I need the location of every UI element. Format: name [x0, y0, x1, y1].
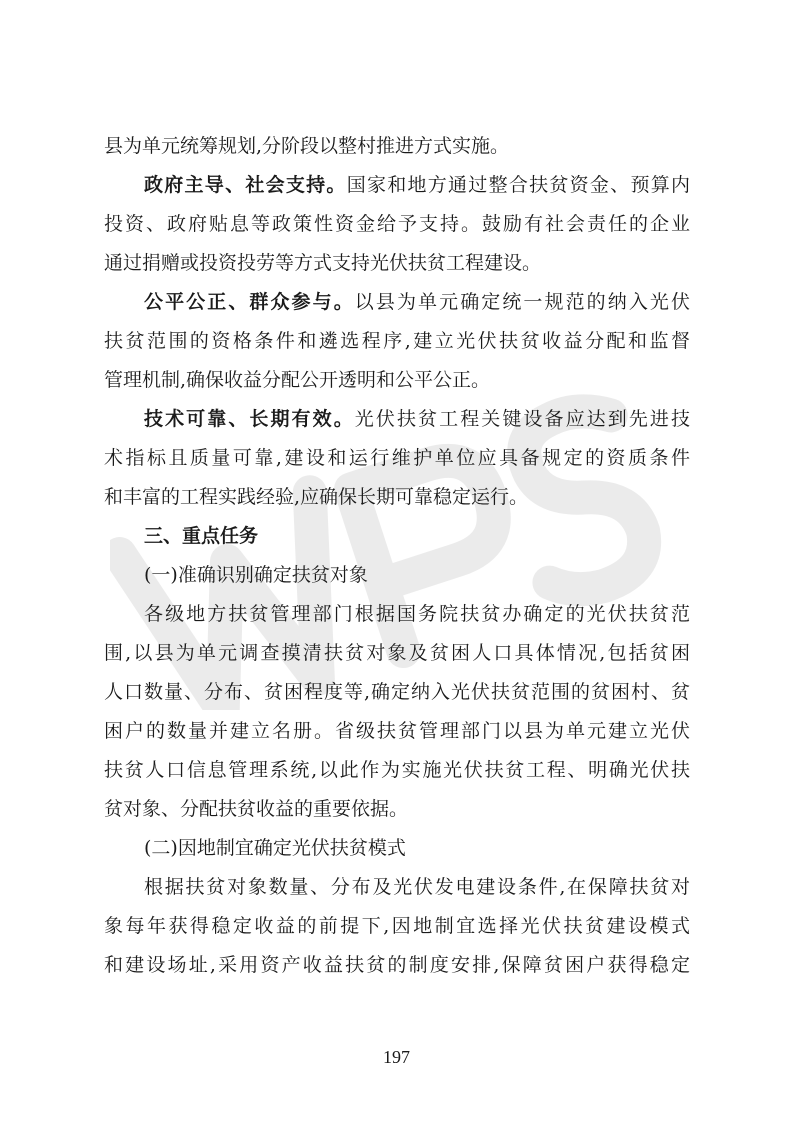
text-line: 管理机制,确保收益分配公开透明和公平公正。	[104, 369, 491, 391]
principle-title: 政府主导、社会支持。	[144, 174, 347, 196]
text-line: 投资、政府贴息等政策性资金给予支持。鼓励有社会责任的企业	[104, 213, 690, 235]
principle-title: 技术可靠、长期有效。	[144, 408, 355, 430]
text-line: 和丰富的工程实践经验,应确保长期可靠稳定运行。	[104, 486, 529, 508]
section-heading: 三、重点任务	[144, 525, 259, 547]
text-line: 困户的数量并建立名册。省级扶贫管理部门以县为单元建立光伏	[104, 720, 690, 742]
text-line: 县为单元统筹规划,分阶段以整村推进方式实施。	[104, 135, 510, 157]
principle-text: 以县为单元确定统一规范的纳入光伏	[354, 291, 690, 313]
text-line: 围,以县为单元调查摸清扶贫对象及贫困人口具体情况,包括贫困	[104, 642, 690, 664]
text-line	[104, 166, 690, 205]
page-number: 197	[383, 1047, 410, 1067]
text-line: 贫对象、分配扶贫收益的重要依据。	[104, 798, 409, 820]
text-line: 人口数量、分布、贫困程度等,确定纳入光伏扶贫范围的贫困村、贫	[104, 681, 690, 703]
body-text	[104, 127, 690, 985]
subsection-heading: (二)因地制宜确定光伏扶贫模式	[144, 837, 406, 859]
text-line	[104, 400, 690, 439]
text-line: 各级地方扶贫管理部门根据国务院扶贫办确定的光伏扶贫范	[144, 603, 690, 625]
subsection-heading: (一)准确识别确定扶贫对象	[144, 564, 368, 586]
text-line: 根据扶贫对象数量、分布及光伏发电建设条件,在保障扶贫对	[144, 876, 690, 898]
text-line: 术指标且质量可靠,建设和运行维护单位应具备规定的资质条件	[104, 447, 690, 469]
text-line: 和建设场址,采用资产收益扶贫的制度安排,保障贫困户获得稳定	[104, 954, 690, 976]
principle-text: 光伏扶贫工程关键设备应达到先进技	[354, 408, 690, 430]
principle-title: 公平公正、群众参与。	[144, 291, 355, 313]
text-line	[104, 283, 690, 322]
text-line: 扶贫人口信息管理系统,以此作为实施光伏扶贫工程、明确光伏扶	[104, 759, 690, 781]
principle-text: 国家和地方通过整合扶贫资金、预算内	[346, 174, 690, 196]
text-line: 扶贫范围的资格条件和遴选程序,建立光伏扶贫收益分配和监督	[104, 330, 690, 352]
text-line: 通过捐赠或投资投劳等方式支持光伏扶贫工程建设。	[104, 252, 542, 274]
text-line: 象每年获得稳定收益的前提下,因地制宜选择光伏扶贫建设模式	[104, 915, 690, 937]
